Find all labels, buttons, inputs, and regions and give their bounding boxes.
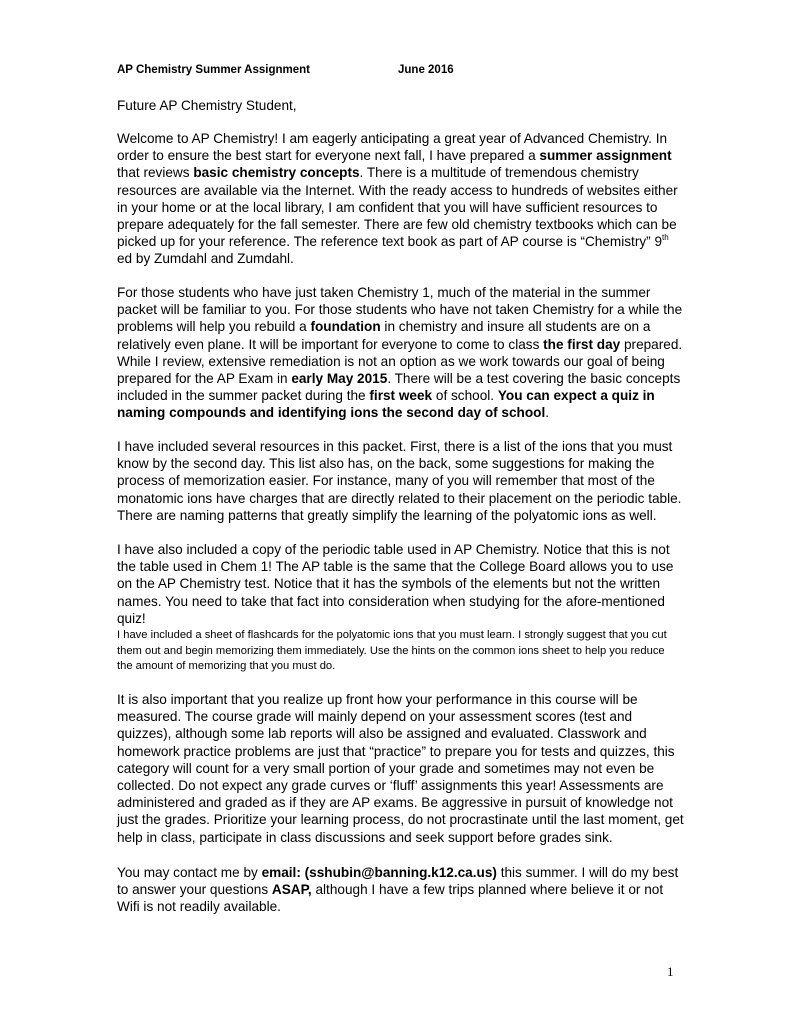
- paragraph-resources: I have included several resources in this packet. First, there is a list of the ions that you must know by the second day. This list also has, on the back, some suggestions for making the process of memorization easier. For instance, many of you will remember that most of the monatomic ions have charges that are directly related to their placement on the periodic table. There are naming patterns that greatly simplify the learning of the polyatomic ions as well.: [117, 439, 682, 523]
- assignment-title: AP Chemistry Summer Assignment: [117, 64, 311, 76]
- text-run: prepared. While I review, extensive remediation is not an option as we work towards our goal of being prepared for the AP Exam in: [117, 336, 683, 387]
- text-run: this summer. I will do my best to answer your questions: [117, 865, 679, 898]
- text-run: of school.: [432, 388, 498, 404]
- bold-basic-concepts: basic chemistry concepts: [193, 165, 360, 181]
- text-run: ed by Zumdahl and Zumdahl.: [117, 251, 294, 267]
- text-run: For those students who have just taken Chemistry 1, much of the material in the summer packet will be familiar to you. For those students who have not taken Chemistry for a while the problems will help you rebuild a: [117, 285, 683, 335]
- page-number: 1: [667, 964, 674, 979]
- bold-first-day: the first day: [543, 336, 621, 352]
- bold-first-week: first week: [369, 388, 433, 404]
- bold-exam-date: early May 2015: [291, 371, 388, 387]
- superscript-th: th: [662, 233, 669, 243]
- contact-email: email: (sshubin@banning.k12.ca.us): [261, 865, 497, 880]
- text-run: . There will be a test covering the basic concepts included in the summer packet during the: [117, 371, 681, 404]
- paragraph-welcome: [117, 130, 687, 268]
- text-run: that reviews: [117, 165, 194, 181]
- text-run: . There is a multitude of tremendous chemistry resources are available via the Internet. With the ready access to hundreds of websites either in your home or at the local library, I am confident that you will have sufficient resources to prepare adequately for the fall semester. There are few old chemistry textbooks which can be picked up for your reference. The reference text book as part of AP course is “Chemistry” 9: [117, 165, 678, 250]
- text-run: Welcome to AP Chemistry! I am eagerly anticipating a great year of Advanced Chemistry. In order to ensure the best start for everyone next fall, I have prepared a: [117, 131, 668, 164]
- text-run: in chemistry and insure all students are on a relatively even plane. It will be important for everyone to come to class: [117, 319, 651, 352]
- text-run: although I have a few trips planned where believe it or not Wifi is not readily available.: [117, 882, 664, 915]
- paragraph-grading: It is also important that you realize up front how your performance in this course will be measured. The course grade will mainly depend on your assessment scores (test and quizzes), although some lab reports will also be assigned and evaluated. Classwork and homework practice problems are just that “practice” to prepare you for tests and quizzes, this category will count for a very small portion of your grade and sometimes may not even be collected. Do not expect any grade curves or ‘fluff’ assignments this year! Assessments are administered and graded as if they are AP exams. Be aggressive in pursuit of knowledge not just the grades. Prioritize your learning process, do not procrastinate until the last moment, get help in class, participate in class discussions and seek support before grades sink.: [117, 692, 684, 845]
- paragraph-periodic-table: I have also included a copy of the periodic table used in AP Chemistry. Notice that this is not the table used in Chem 1! The AP table is the same that the College Board allows you to use on the AP Chemistry test. Notice that it has the symbols of the elements but not the written names. You need to take that fact into consideration when studying for the afore-mentioned quiz!: [117, 542, 674, 626]
- paragraph-preparation: [117, 284, 687, 422]
- bold-summer-assignment: summer assignment: [539, 148, 672, 164]
- text-run: You may contact me by: [117, 865, 262, 880]
- salutation: Future AP Chemistry Student,: [117, 98, 297, 113]
- text-run: .: [545, 405, 550, 421]
- assignment-date: June 2016: [398, 64, 454, 76]
- bold-asap: ASAP,: [271, 882, 312, 898]
- paragraph-flashcards: I have included a sheet of flashcards for the polyatomic ions that you must learn. I strongly suggest that you cut them out and begin memorizing them immediately. Use the hints on the common ions sheet to help you reduce the amount of memorizing that you must do.: [117, 629, 667, 672]
- paragraph-contact: [117, 864, 687, 916]
- bold-quiz-notice: You can expect a quiz in naming compounds and identifying ions the second day of school: [117, 388, 655, 421]
- document-header: [117, 64, 454, 76]
- bold-foundation: foundation: [310, 319, 381, 335]
